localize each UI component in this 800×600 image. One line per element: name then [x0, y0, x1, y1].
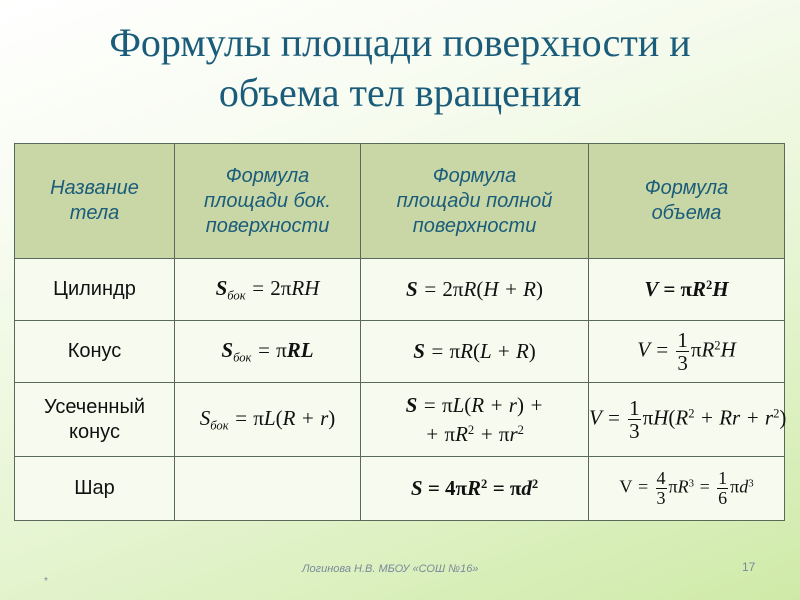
row-name-cone: Конус: [15, 321, 175, 383]
cylinder-lateral-area-formula: $S_{бок} = 2\pi RH$: [175, 259, 361, 321]
header-lateral-area: Формула площади бок. поверхности: [175, 144, 361, 259]
fraction-four-thirds: $\frac{4}{3}$: [656, 468, 666, 508]
cone-lateral-area-formula: $S_{бок} = \pi RL$: [175, 321, 361, 383]
fraction-one-sixth: $\frac{1}{6}$: [718, 468, 728, 508]
sphere-total-area-formula: $S = 4\pi R^2 = \pi d^2$: [361, 457, 589, 521]
row-name-cylinder: Цилиндр: [15, 259, 175, 321]
cone-total-area-formula: S = πR(L + R): [361, 321, 589, 383]
cylinder-volume-formula: $V = \pi R^2H$: [589, 259, 785, 321]
title-line-2: объема тел вращения: [218, 70, 582, 115]
fraction-one-third: $\frac{1}{3}$: [629, 395, 640, 443]
row-name-frustum: Усеченный конус: [15, 383, 175, 457]
frustum-lateral-area-formula: $S_{бок} = \pi L(R + r)$: [175, 383, 361, 457]
page-title: [0, 18, 800, 118]
header-total-area: Формула площади полной поверхности: [361, 144, 589, 259]
cylinder-total-area-formula: S = 2πR(H + R): [361, 259, 589, 321]
page-number: 17: [742, 560, 756, 574]
frustum-total-area-formula: S = πL(R + r) + + $\pi R^2 + \pi r^2$: [361, 383, 589, 457]
row-name-sphere: Шар: [15, 457, 175, 521]
header-body-name: Название тела: [15, 144, 175, 259]
formulas-table: [14, 143, 785, 521]
footer-author: Логинова Н.В. МБОУ «СОШ №16»: [302, 563, 479, 575]
table-row-cylinder: [15, 259, 785, 321]
sphere-lateral-area-formula: [175, 457, 361, 521]
cone-volume-formula: V = $\frac{1}{3}$ $\pi R^2H$: [589, 321, 785, 383]
fraction-one-third: $\frac{1}{3}$: [677, 327, 688, 375]
table-row-sphere: [15, 457, 785, 521]
title-line-1: Формулы площади поверхности и: [109, 20, 691, 65]
footer-star: *: [44, 576, 48, 587]
frustum-volume-formula: V = $\frac{1}{3}$ $\pi H(R^2 + Rr + r^2)$: [589, 383, 785, 457]
sphere-volume-formula: V = $\frac{4}{3}$ $\pi R^3$ = $\frac{1}{6}$ $\pi d^3$: [589, 457, 785, 521]
table-row-cone: [15, 321, 785, 383]
header-volume: Формула объема: [589, 144, 785, 259]
table-row-frustum: [15, 383, 785, 457]
table-header-row: [15, 144, 785, 259]
